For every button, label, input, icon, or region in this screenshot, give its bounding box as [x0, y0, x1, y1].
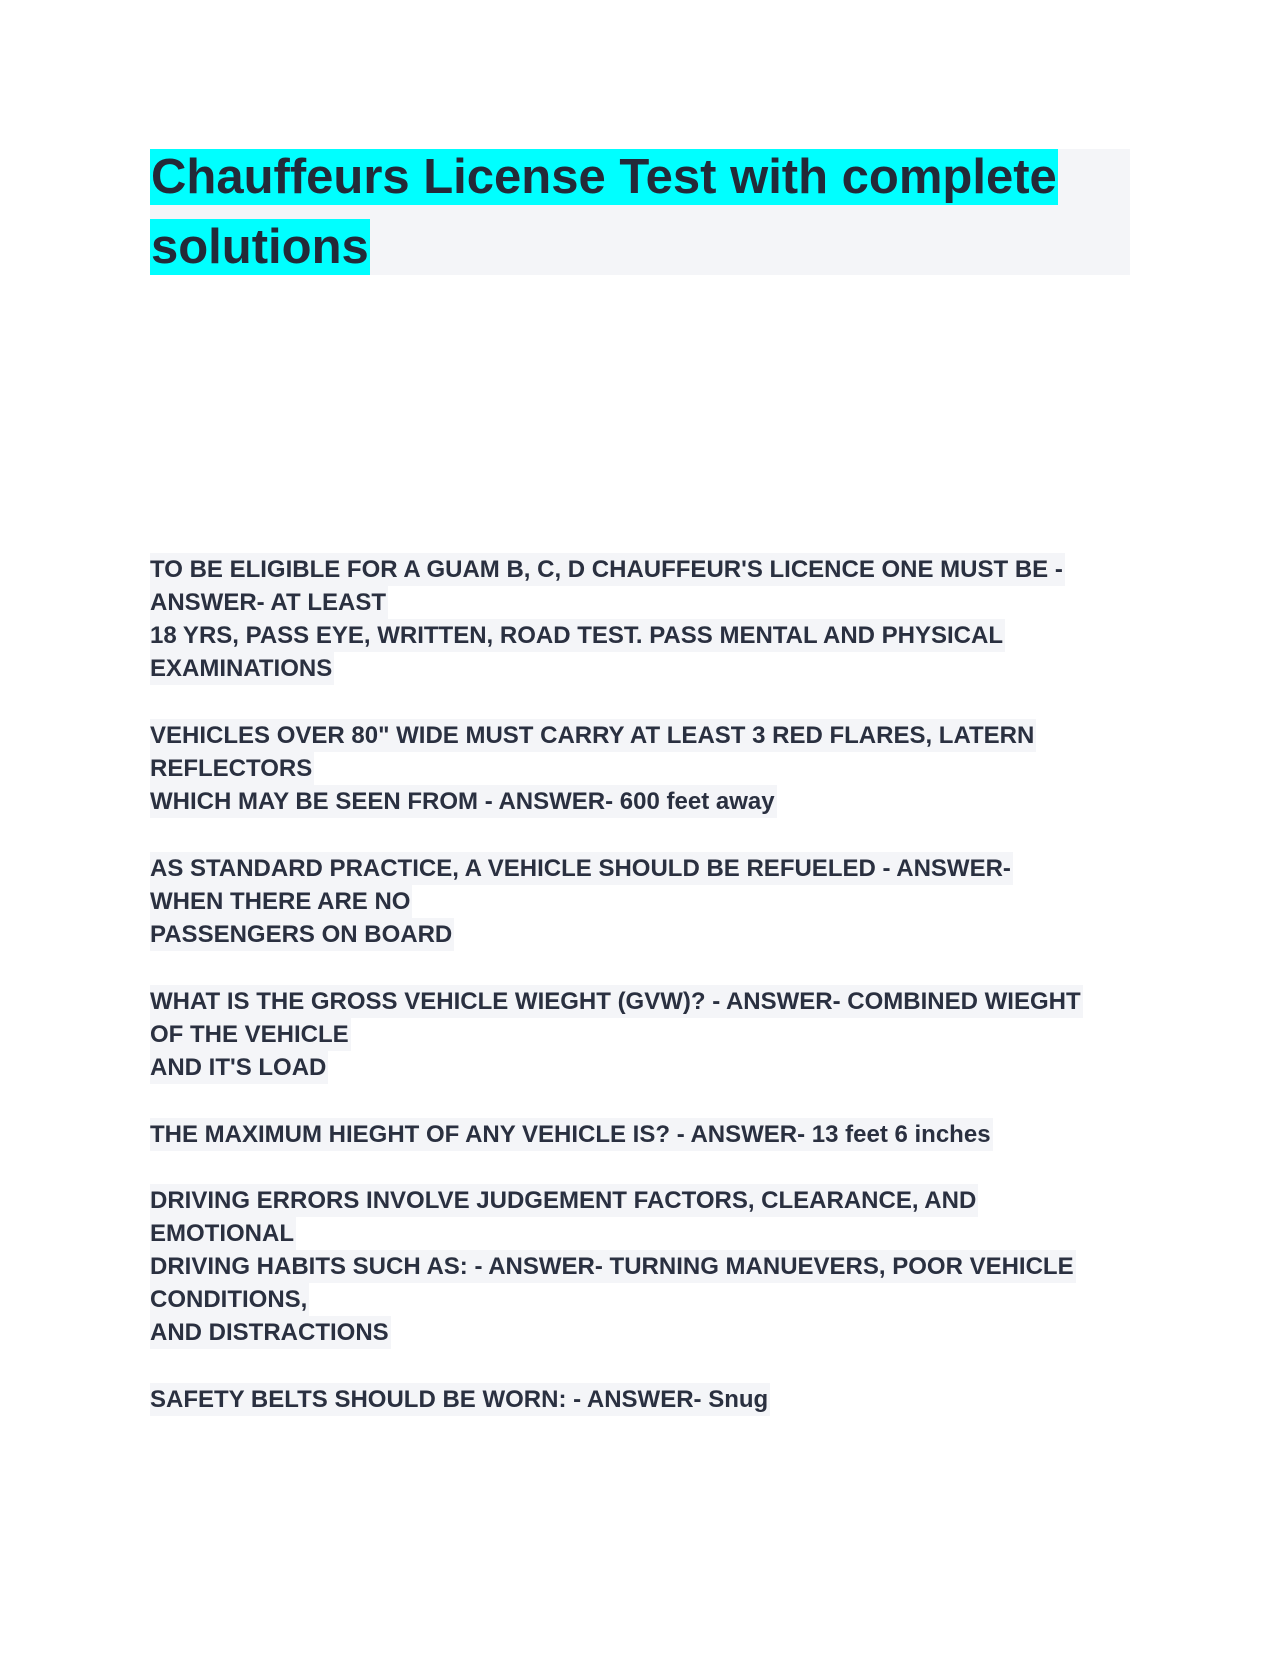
qa-line: AND DISTRACTIONS	[150, 1316, 391, 1349]
qa-line: OF THE VEHICLE	[150, 1018, 351, 1051]
qa-line: SAFETY BELTS SHOULD BE WORN: - ANSWER- Snug	[150, 1383, 770, 1416]
qa-line: EMOTIONAL	[150, 1217, 296, 1250]
qa-line: AS STANDARD PRACTICE, A VEHICLE SHOULD BE REFUELED - ANSWER-	[150, 852, 1013, 885]
qa-line: AND IT'S LOAD	[150, 1051, 328, 1084]
qa-line: TO BE ELIGIBLE FOR A GUAM B, C, D CHAUFFEUR'S LICENCE ONE MUST BE -	[150, 553, 1065, 586]
qa-line: WHEN THERE ARE NO	[150, 885, 412, 918]
qa-line: VEHICLES OVER 80" WIDE MUST CARRY AT LEAST 3 RED FLARES, LATERN	[150, 719, 1036, 752]
qa-item-3	[150, 852, 1140, 951]
qa-line: WHAT IS THE GROSS VEHICLE WIEGHT (GVW)? - ANSWER- COMBINED WIEGHT	[150, 985, 1083, 1018]
qa-item-2	[150, 719, 1140, 818]
qa-line: EXAMINATIONS	[150, 652, 334, 685]
qa-line: DRIVING HABITS SUCH AS: - ANSWER- TURNING MANUEVERS, POOR VEHICLE	[150, 1250, 1076, 1283]
qa-item-6	[150, 1184, 1140, 1349]
qa-item-4	[150, 985, 1140, 1084]
qa-line: THE MAXIMUM HIEGHT OF ANY VEHICLE IS? - ANSWER- 13 feet 6 inches	[150, 1118, 993, 1151]
qa-line: PASSENGERS ON BOARD	[150, 918, 454, 951]
page-title-line-2: solutions	[151, 220, 369, 274]
qa-item-7	[150, 1383, 1140, 1416]
page-title-line-1: Chauffeurs License Test with complete	[151, 150, 1057, 204]
qa-line: 18 YRS, PASS EYE, WRITTEN, ROAD TEST. PASS MENTAL AND PHYSICAL	[150, 619, 1005, 652]
qa-line: REFLECTORS	[150, 752, 314, 785]
qa-item-5	[150, 1118, 1140, 1151]
qa-line: WHICH MAY BE SEEN FROM - ANSWER- 600 feet away	[150, 785, 777, 818]
qa-line: ANSWER- AT LEAST	[150, 586, 388, 619]
qa-item-1	[150, 553, 1140, 685]
qa-line: CONDITIONS,	[150, 1283, 309, 1316]
qa-line: DRIVING ERRORS INVOLVE JUDGEMENT FACTORS, CLEARANCE, AND	[150, 1184, 978, 1217]
